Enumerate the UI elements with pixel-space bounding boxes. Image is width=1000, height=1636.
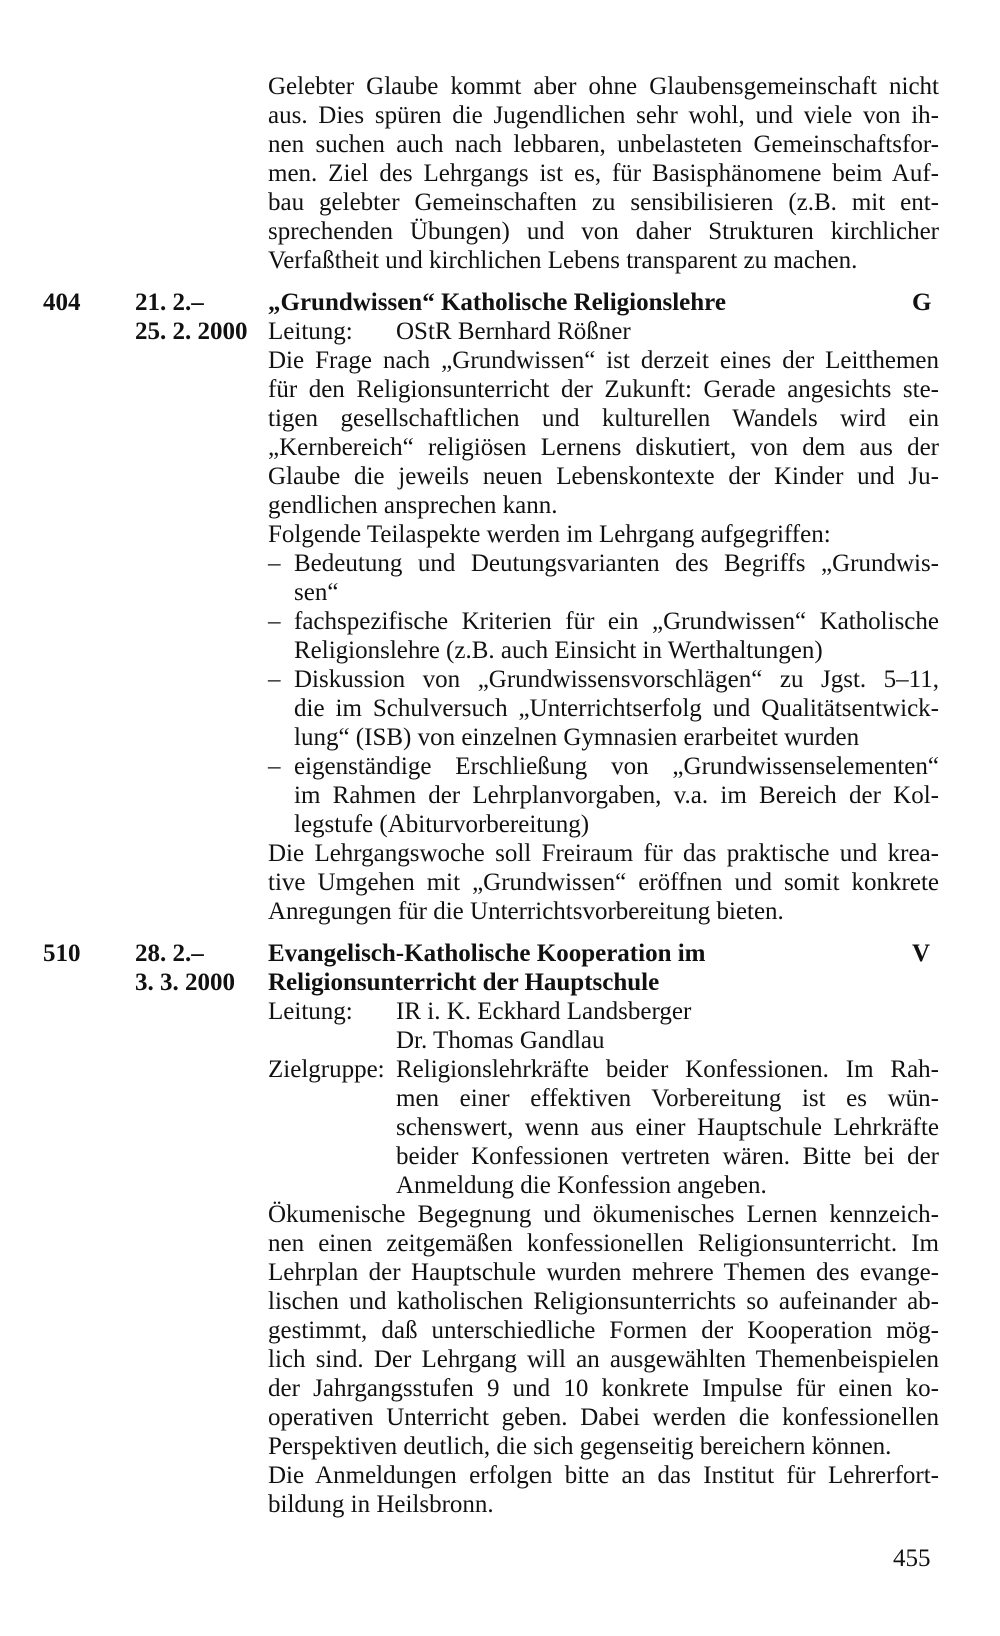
- intro-paragraph: [268, 72, 939, 275]
- leitung-name: Dr. Thomas Gandlau: [396, 1027, 605, 1054]
- text-line: Perspektiven deutlich, die sich gegenseitig bereichern können.: [268, 1433, 892, 1460]
- entry-date-from: 21. 2.–: [135, 289, 204, 316]
- text-line: gendlichen ansprechen kann.: [268, 492, 558, 519]
- bullet-item: [294, 752, 939, 839]
- text-line: Anmeldung die Konfession angeben.: [396, 1172, 767, 1199]
- text-line: Bedeutung und Deutungsvarianten des Begriffs „Grundwis-: [294, 550, 939, 577]
- text-line: sen“: [294, 579, 339, 606]
- text-line: aus. Dies spüren die Jugendlichen sehr wohl, und viele von ih-: [268, 102, 939, 129]
- text-line: Gelebter Glaube kommt aber ohne Glaubensgemeinschaft nicht: [268, 73, 939, 100]
- text-line: für den Religionsunterricht der Zukunft: Gerade angesichts ste-: [268, 376, 939, 403]
- entry-code: V: [912, 940, 931, 967]
- text-line: legstufe (Abiturvorbereitung): [294, 811, 590, 838]
- zielgruppe-text: [396, 1055, 939, 1200]
- entry-title-line: Evangelisch-Katholische Kooperation im: [268, 940, 706, 967]
- bullet-dash: –: [268, 666, 281, 693]
- entry-date-from: 28. 2.–: [135, 940, 204, 967]
- bullet-dash: –: [268, 753, 281, 780]
- text-line: die im Schulversuch „Unterrichtserfolg und Qualitätsentwick-: [294, 695, 939, 722]
- bullet-dash: –: [268, 550, 281, 577]
- leitung-name: OStR Bernhard Rößner: [396, 318, 631, 345]
- bullet-item: [294, 665, 939, 752]
- list-intro: Folgende Teilaspekte werden im Lehrgang aufgegriffen:: [268, 521, 831, 548]
- entry-date-to: 3. 3. 2000: [135, 969, 235, 996]
- entry-paragraph: [268, 346, 939, 549]
- leitung-label: Leitung:: [268, 998, 353, 1025]
- text-line: bildung in Heilsbronn.: [268, 1491, 494, 1518]
- text-line: der Jahrgangsstufen 9 und 10 konkrete Impulse für einen ko-: [268, 1375, 939, 1402]
- zielgruppe-label: Zielgruppe:: [268, 1056, 385, 1083]
- bullet-dash: –: [268, 608, 281, 635]
- text-line: men. Ziel des Lehrgangs ist es, für Basisphänomene beim Auf-: [268, 160, 939, 187]
- text-line: Diskussion von „Grundwissensvorschlägen“ zu Jgst. 5–11,: [294, 666, 939, 693]
- text-line: Anregungen für die Unterrichtsvorbereitung bieten.: [268, 898, 784, 925]
- entry-code: G: [912, 289, 932, 316]
- entry-paragraph: [268, 839, 939, 926]
- text-line: Verfaßtheit und kirchlichen Lebens transparent zu machen.: [268, 247, 858, 274]
- text-line: eigenständige Erschließung von „Grundwissenselementen“: [294, 753, 939, 780]
- text-line: nen einen zeitgemäßen konfessionellen Religionsunterricht. Im: [268, 1230, 939, 1257]
- text-line: Religionslehrkräfte beider Konfessionen. Im Rah-: [396, 1056, 939, 1083]
- text-line: tigen gesellschaftlichen und kulturellen Wandels wird ein: [268, 405, 939, 432]
- bullet-item: [294, 607, 939, 665]
- text-line: „Kernbereich“ religiösen Lernens diskutiert, von dem aus der: [268, 434, 939, 461]
- text-line: Ökumenische Begegnung und ökumenisches Lernen kennzeich-: [268, 1201, 939, 1228]
- page-number: 455: [893, 1545, 931, 1572]
- text-line: bau gelebter Gemeinschaften zu sensibilisieren (z.B. mit ent-: [268, 189, 939, 216]
- text-line: operativen Unterricht geben. Dabei werden die konfessionellen: [268, 1404, 939, 1431]
- entry-number: 510: [43, 940, 81, 967]
- text-line: lung“ (ISB) von einzelnen Gymnasien erarbeitet wurden: [294, 724, 860, 751]
- text-line: Die Anmeldungen erfolgen bitte an das Institut für Lehrerfort-: [268, 1462, 939, 1489]
- leitung-label: Leitung:: [268, 318, 353, 345]
- text-line: men einer effektiven Vorbereitung ist es wün-: [396, 1085, 939, 1112]
- entry-paragraph: [268, 1200, 939, 1519]
- text-line: nen suchen auch nach lebbaren, unbelasteten Gemeinschaftsfor-: [268, 131, 939, 158]
- bullet-item: [294, 549, 939, 607]
- text-line: tive Umgehen mit „Grundwissen“ eröffnen und somit konkrete: [268, 869, 939, 896]
- text-line: Lehrplan der Hauptschule wurden mehrere Themen des evange-: [268, 1259, 939, 1286]
- entry-title: „Grundwissen“ Katholische Religionslehre: [268, 289, 726, 316]
- text-line: Glaube die jeweils neuen Lebenskontexte der Kinder und Ju-: [268, 463, 939, 490]
- text-line: Die Lehrgangswoche soll Freiraum für das praktische und krea-: [268, 840, 939, 867]
- text-line: lich sind. Der Lehrgang will an ausgewählten Themenbeispielen: [268, 1346, 939, 1373]
- entry-date-to: 25. 2. 2000: [135, 318, 248, 345]
- text-line: Die Frage nach „Grundwissen“ ist derzeit eines der Leitthemen: [268, 347, 939, 374]
- entry-number: 404: [43, 289, 81, 316]
- text-line: lischen und katholischen Religionsunterrichts so aufeinander ab-: [268, 1288, 939, 1315]
- text-line: beider Konfessionen vertreten wären. Bitte bei der: [396, 1143, 939, 1170]
- text-line: gestimmt, daß unterschiedliche Formen der Kooperation mög-: [268, 1317, 939, 1344]
- entry-title-line: Religionsunterricht der Hauptschule: [268, 969, 660, 996]
- text-line: sprechenden Übungen) und von daher Strukturen kirchlicher: [268, 218, 939, 245]
- text-line: im Rahmen der Lehrplanvorgaben, v.a. im Bereich der Kol-: [294, 782, 939, 809]
- leitung-name: IR i. K. Eckhard Landsberger: [396, 998, 692, 1025]
- text-line: Religionslehre (z.B. auch Einsicht in Werthaltungen): [294, 637, 823, 664]
- text-line: fachspezifische Kriterien für ein „Grundwissen“ Katholische: [294, 608, 939, 635]
- text-line: schenswert, wenn aus einer Hauptschule Lehrkräfte: [396, 1114, 939, 1141]
